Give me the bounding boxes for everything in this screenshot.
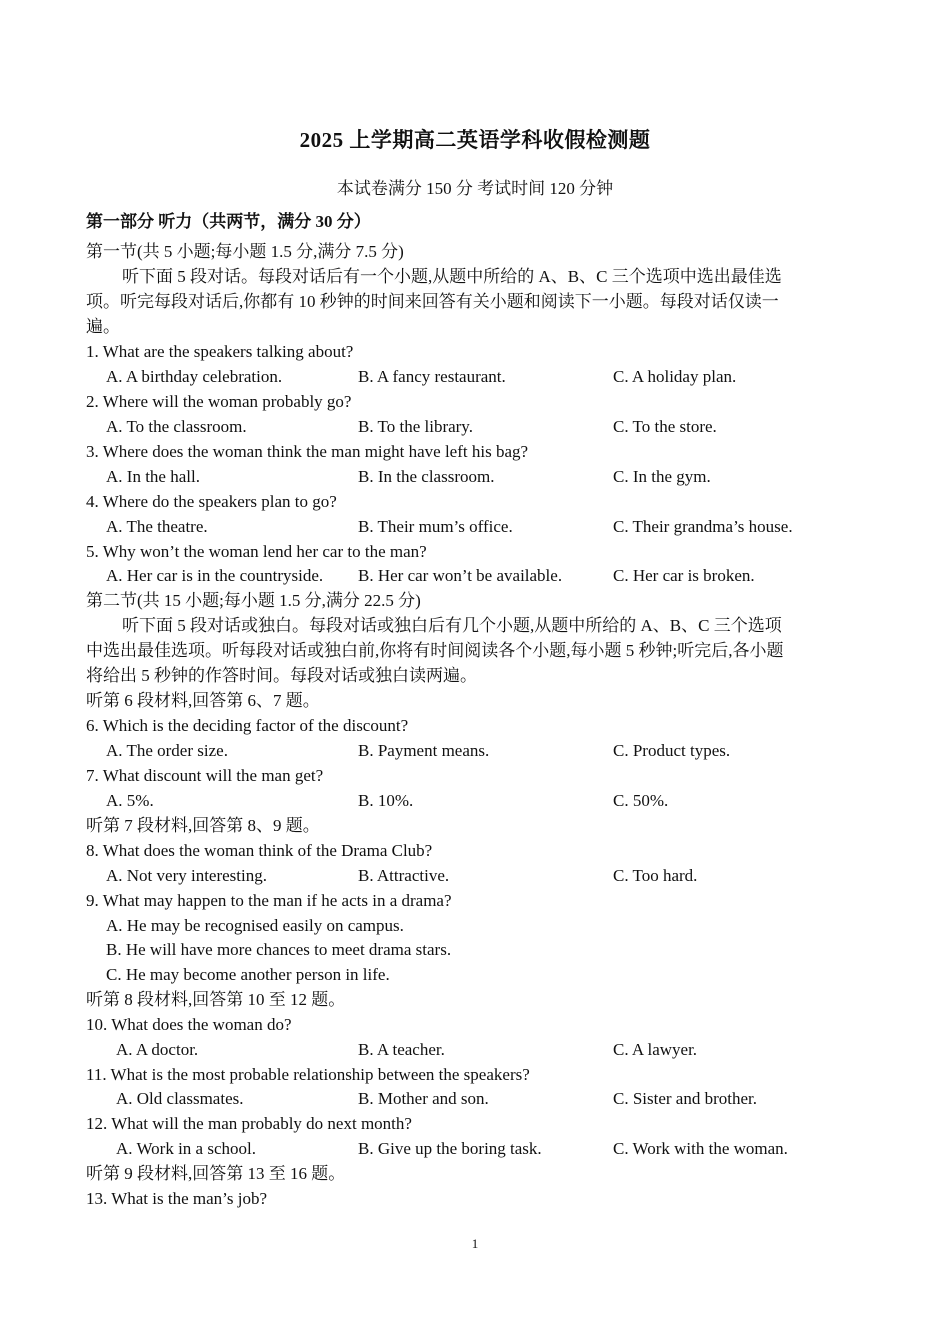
q1-option-b: B. A fancy restaurant.	[358, 367, 506, 386]
q3-option-a: A. In the hall.	[106, 467, 200, 486]
material-9-heading: 听第 9 段材料,回答第 13 至 16 题。	[86, 1164, 346, 1183]
exam-subtitle: 本试卷满分 150 分 考试时间 120 分钟	[336, 179, 614, 198]
q6-option-b: B. Payment means.	[358, 741, 490, 760]
question-11: 11. What is the most probable relationship between the speakers?	[86, 1065, 530, 1084]
q9-option-a: A. He may be recognised easily on campus.	[106, 916, 404, 935]
q3-option-c: C. In the gym.	[613, 467, 711, 486]
q2-option-b: B. To the library.	[358, 417, 473, 436]
section2-instruction-line: 听下面 5 段对话或独白。每段对话或独白后有几个小题,从题中所给的 A、B、C 三个选项	[122, 616, 782, 635]
question-5: 5. Why won’t the woman lend her car to the man?	[86, 542, 427, 561]
q1-option-a: A. A birthday celebration.	[106, 367, 283, 386]
q5-option-c: C. Her car is broken.	[613, 566, 755, 585]
section1-heading: 第一节(共 5 小题;每小题 1.5 分,满分 7.5 分)	[86, 242, 404, 261]
section1-instruction-line: 项。听完每段对话后,你都有 10 秒钟的时间来回答有关小题和阅读下一小题。每段对话仅读一	[86, 292, 779, 311]
q10-option-b: B. A teacher.	[358, 1040, 445, 1059]
part1-heading: 第一部分 听力（共两节，满分 30 分）	[86, 212, 371, 231]
q1-option-c: C. A holiday plan.	[613, 367, 737, 386]
q11-option-c: C. Sister and brother.	[613, 1089, 758, 1108]
q8-option-a: A. Not very interesting.	[106, 866, 267, 885]
q12-option-b: B. Give up the boring task.	[358, 1139, 542, 1158]
q2-option-c: C. To the store.	[613, 417, 717, 436]
q7-option-b: B. 10%.	[358, 791, 414, 810]
section1-instruction-line: 听下面 5 段对话。每段对话后有一个小题,从题中所给的 A、B、C 三个选项中选出最佳选	[122, 267, 782, 286]
section2-instruction-line: 中选出最佳选项。听每段对话或独白前,你将有时间阅读各个小题,每小题 5 秒钟;听完后,各小题	[86, 641, 784, 660]
q10-option-a: A. A doctor.	[116, 1040, 199, 1059]
q8-option-c: C. Too hard.	[613, 866, 698, 885]
q8-option-b: B. Attractive.	[358, 866, 450, 885]
q4-option-b: B. Their mum’s office.	[358, 517, 513, 536]
q11-option-b: B. Mother and son.	[358, 1089, 489, 1108]
q6-option-c: C. Product types.	[613, 741, 731, 760]
question-8: 8. What does the woman think of the Drama Club?	[86, 841, 433, 860]
q5-option-a: A. Her car is in the countryside.	[106, 566, 324, 585]
q12-option-c: C. Work with the woman.	[613, 1139, 788, 1158]
question-7: 7. What discount will the man get?	[86, 766, 324, 785]
question-1: 1. What are the speakers talking about?	[86, 342, 354, 361]
q9-option-c: C. He may become another person in life.	[106, 965, 390, 984]
question-10: 10. What does the woman do?	[86, 1015, 292, 1034]
section2-instruction-line: 将给出 5 秒钟的作答时间。每段对话或独白读两遍。	[86, 666, 477, 685]
question-13: 13. What is the man’s job?	[86, 1189, 267, 1208]
q9-option-b: B. He will have more chances to meet drama stars.	[106, 940, 452, 959]
q2-option-a: A. To the classroom.	[106, 417, 247, 436]
q6-option-a: A. The order size.	[106, 741, 228, 760]
q7-option-c: C. 50%.	[613, 791, 669, 810]
section2-heading: 第二节(共 15 小题;每小题 1.5 分,满分 22.5 分)	[86, 591, 421, 610]
q12-option-a: A. Work in a school.	[116, 1139, 256, 1158]
q10-option-c: C. A lawyer.	[613, 1040, 698, 1059]
q4-option-c: C. Their grandma’s house.	[613, 517, 793, 536]
question-6: 6. Which is the deciding factor of the discount?	[86, 716, 409, 735]
q4-option-a: A. The theatre.	[106, 517, 208, 536]
q3-option-b: B. In the classroom.	[358, 467, 495, 486]
material-6-heading: 听第 6 段材料,回答第 6、7 题。	[86, 691, 320, 710]
material-7-heading: 听第 7 段材料,回答第 8、9 题。	[86, 816, 320, 835]
page-number: 1	[471, 1236, 479, 1251]
question-2: 2. Where will the woman probably go?	[86, 392, 352, 411]
question-12: 12. What will the man probably do next month?	[86, 1114, 412, 1133]
q11-option-a: A. Old classmates.	[116, 1089, 244, 1108]
section1-instruction-line: 遍。	[86, 317, 120, 336]
q5-option-b: B. Her car won’t be available.	[358, 566, 563, 585]
material-8-heading: 听第 8 段材料,回答第 10 至 12 题。	[86, 990, 346, 1009]
question-3: 3. Where does the woman think the man might have left his bag?	[86, 442, 529, 461]
question-9: 9. What may happen to the man if he acts in a drama?	[86, 891, 452, 910]
question-4: 4. Where do the speakers plan to go?	[86, 492, 337, 511]
q7-option-a: A. 5%.	[106, 791, 154, 810]
exam-title: 2025 上学期高二英语学科收假检测题	[299, 128, 651, 152]
